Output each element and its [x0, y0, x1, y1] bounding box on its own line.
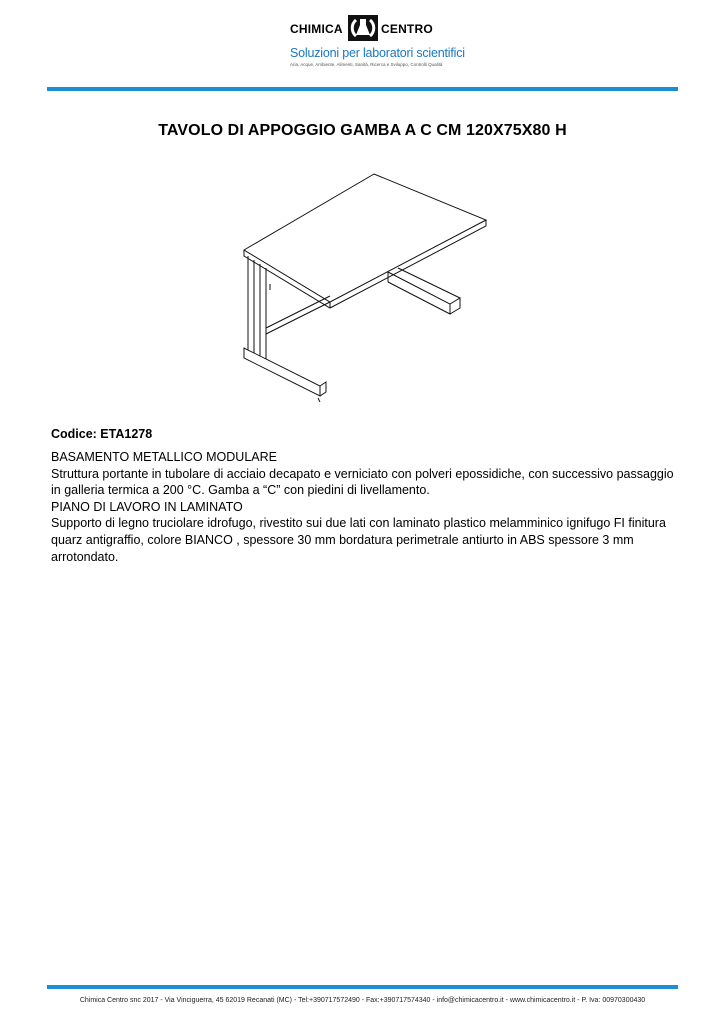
section-heading: BASAMENTO METALLICO MODULARE	[51, 450, 277, 464]
sub-tagline: Aria, Acque, Ambiente, Alimenti, Sanità, Ricerca e Sviluppo, Controlli Qualità	[290, 62, 443, 67]
flask-logo-icon	[347, 14, 379, 42]
product-code: Codice: ETA1278	[51, 427, 153, 441]
section-text: Struttura portante in tubolare di acciaio decapato e verniciato con polveri epossidiche, con successivo passaggio in galleria termica a 200 °C. Gamba a “C” con piedini di livellamento.	[51, 466, 674, 498]
brand-name-left: CHIMICA	[290, 22, 343, 36]
tagline: Soluzioni per laboratori scientifici	[290, 46, 465, 60]
table-drawing	[238, 172, 488, 404]
header-divider	[47, 87, 678, 91]
company-logo	[290, 14, 465, 74]
page-footer: Chimica Centro snc 2017 - Via Vinciguerra, 45 62019 Recanati (MC) - Tel:+390717572490 - Fax:+390717574340 - info@chimicacentro.it - www.chimicacentro.it - P. Iva: 00970300430	[79, 997, 646, 1004]
section-heading: PIANO DI LAVORO IN LAMINATO	[51, 499, 243, 514]
product-description	[51, 449, 681, 565]
section-text: Supporto di legno truciolare idrofugo, rivestito sui due lati con laminato plastico melamminico ignifugo FI finitura quarz antigraffio, colore BIANCO , spessore 30 mm bordatura perimetrale antiurto in ABS spessore 3 mm arrotondato.	[51, 516, 666, 564]
footer-divider	[47, 985, 678, 989]
product-title: TAVOLO DI APPOGGIO GAMBA A C CM 120X75X80 H	[158, 122, 567, 139]
page-header	[0, 0, 725, 92]
brand-name-right: CENTRO	[381, 22, 433, 36]
